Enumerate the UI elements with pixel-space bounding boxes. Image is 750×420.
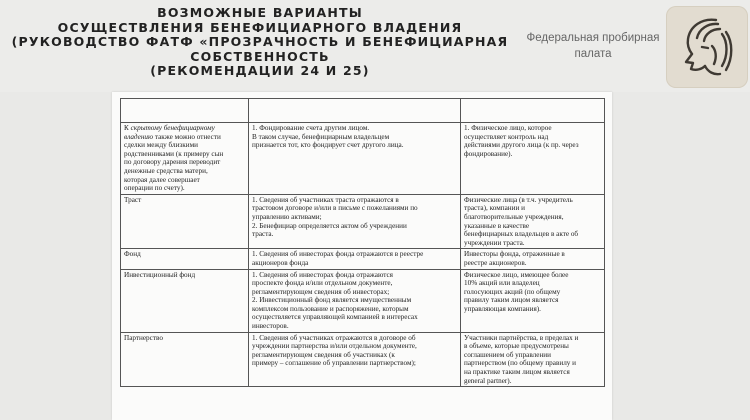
table-row [121,249,605,269]
table-cell [249,99,461,123]
table-cell: Траст [121,194,249,249]
table-cell: Участники партнёрства, в пределах и в объеме, которые предусмотрены соглашением об управлении партнерством (по общему правилу и на практике таким лицом является general partner). [461,332,605,387]
table-cell: 1. Сведения об инвесторах фонда отражаются в реестре акционеров фонда [249,249,461,269]
profile-head-logo-icon [672,12,742,82]
table-cell: К скрытому бенефициарному владению также можно отнести сделки между близкими родственниками (к примеру сын по договору дарения переводит денежные средства матери, которая далее совершает операции по счету). [121,123,249,195]
table-cell [461,99,605,123]
table-cell: Инвестиционный фонд [121,269,249,332]
table-row [121,194,605,249]
title-line: (РУКОВОДСТВО ФАТФ «ПРОЗРАЧНОСТЬ И БЕНЕФИЦИАРНАЯ [11,34,509,49]
table-cell: Инвесторы фонда, отраженные в реестре акционеров. [461,249,605,269]
table-cell: 1. Сведения об участниках траста отражаются в трастовом договоре и/или в письме с пожеланиями по управлению активами; 2. Бенефициар определяется актом об учреждении траста. [249,194,461,249]
table-row [121,269,605,332]
document-sheet [112,92,612,420]
beneficial-ownership-table [120,98,605,387]
title-line: ВОЗМОЖНЫЕ ВАРИАНТЫ [157,5,363,20]
table-cell: Партнерство [121,332,249,387]
org-line: палата [574,48,612,60]
org-line: Федеральная пробирная [526,32,660,44]
slide-header [0,0,750,92]
title-line: ОСУЩЕСТВЛЕНИЯ БЕНЕФИЦИАРНОГО ВЛАДЕНИЯ [57,19,463,35]
table-cell: 1. Физическое лицо, которое осуществляет контроль над действиями другого лица (к пр. через фондирование). [461,123,605,195]
organization-name [518,30,668,62]
table-header-row [121,99,605,123]
table-cell: Физическое лицо, имеющее более 10% акций или владелец голосующих акций (по общему правилу таким лицом является управляющая компания). [461,269,605,332]
table-cell: Физические лица (в т.ч. учредитель траста), компании и благотворительные учреждения, указанные в качестве бенефициарных владельцев в акте об учреждении траста. [461,194,605,249]
title-line: (РЕКОМЕНДАЦИИ 24 И 25) [150,63,370,78]
table-row [121,332,605,387]
table-cell: 1. Сведения об участниках отражаются в договоре об учреждении партнерства и/или отдельном документе, регламентирующем сведения об участниках (к примеру – соглашение об управлении партнерством); [249,332,461,387]
table-cell: 1. Сведения об инвесторах фонда отражаются проспекте фонда и/или отдельном документе, регламентирующем сведения об инвесторах; 2. Инвестиционный фонд является имущественным комплексом пользование и распоряжение, которым осуществляется управляющей компанией в интересах инвесторов. [249,269,461,332]
table-cell: Фонд [121,249,249,269]
table-cell: 1. Фондирование счета другим лицом. В таком случае, бенефициарным владельцем признается тот, кто фондирует счет другого лица. [249,123,461,195]
table-cell [121,99,249,123]
table-row [121,123,605,195]
title-line: СОБСТВЕННОСТЬ [190,48,330,64]
organization-logo [666,6,748,88]
slide-title [10,6,510,79]
